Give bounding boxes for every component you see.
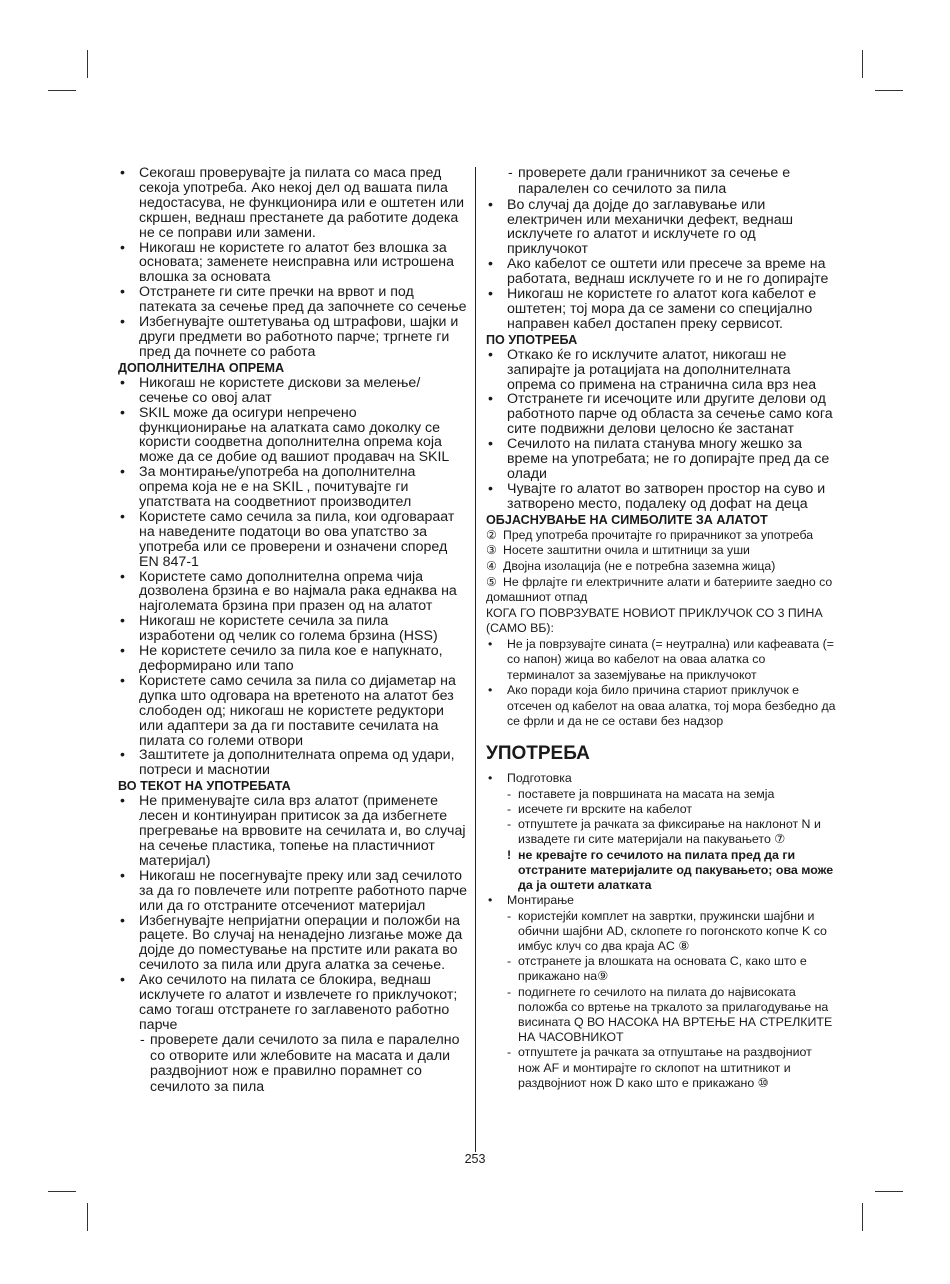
dash-marker: - <box>140 1031 145 1048</box>
circled-number-4-icon: ④ <box>486 558 497 573</box>
bullet-marker: • <box>488 196 493 213</box>
crop-mark-top-right-vertical <box>862 50 863 78</box>
bullet-list-faults <box>486 198 836 332</box>
sub-item: - подигнете го сечилото на пилата до највисоката положба со вртење на тркалото за прилагодување на висината Q ВО НАСОКА НА ВРТЕЊЕ НА СТРЕЛКИТЕ НА ЧАСОВНИКОТ <box>507 984 833 1045</box>
list-item: • Ако сечилото на пилата се блокира, веднаш исклучете го алатот и извлечете го приклучокот; само тогаш отстранете го заглавеното работно парче <box>120 972 458 1033</box>
list-item: • Избегнувајте оштетувања од штрафови, шајки и други предмети во работното парче; тргнете ги пред да почнете со работа <box>120 314 459 360</box>
list-item: • Никогаш не посегнувајте преку или зад сечилото за да го повлечете или потрепте работното парче или да го отстраните отсечениот материјал <box>120 867 468 914</box>
crop-mark-bottom-left-horizontal <box>48 1191 76 1192</box>
dash-item: - проверете дали сечилото за пила е паралелно со отворите или жлебовите на масата и дали раздвојниот нож е правилно порамнет со сечилото за пила <box>140 1031 460 1096</box>
dash-marker: - <box>507 984 512 999</box>
list-item: • Заштитете ја дополнителната опрема од удари, потреси и маснотии <box>120 747 455 779</box>
bullet-marker: • <box>120 374 125 391</box>
sub-item: - поставете ја површината на масата на земја <box>507 786 775 801</box>
list-item: • Никогаш не користете сечила за пила изработени од челик со голема брзина (HSS) <box>120 613 438 645</box>
bullet-marker: • <box>120 165 125 181</box>
list-item: • Отстранете ги сите пречки на врвот и под патеката за сечење пред да започнете со сечење <box>120 284 467 316</box>
list-item: • Откако ќе го исклучите алатот, никогаш не запирајте ја ротацијата на дополнителната опрема со примена на странична сила врз неа <box>488 346 817 393</box>
bullet-marker: • <box>488 256 493 273</box>
bullet-marker: • <box>120 972 125 989</box>
list-item: • Чувајте го алатот во затворен простор на суво и затворено место, подалеку од дофат на деца <box>488 480 826 512</box>
prep-label: • Подготовка <box>488 771 572 786</box>
list-item: • Не користете сечило за пила кое е напукнато, деформирано или тапо <box>120 643 443 674</box>
sub-item: - отпуштете ја рачката за отпуштање на раздвојниот нож AF и монтирајте го склопот на штитникот и раздвојниот нож D како што е прикажано ⑩ <box>507 1045 812 1090</box>
bullet-marker: • <box>488 771 493 786</box>
symbol-item: ⑤ Не фрлајте ги електричните алати и батериите заедно со домашниот отпад <box>486 574 833 605</box>
dash-marker: - <box>507 817 512 832</box>
bullet-list-plug <box>486 637 836 729</box>
bullet-marker: • <box>120 912 125 929</box>
crop-mark-bottom-right-vertical <box>862 1203 863 1231</box>
crop-mark-top-left-horizontal <box>48 90 76 91</box>
list-item: • Избегнувајте непријатни операции и положби на рацете. Во случај на ненадејно лизгање може да дојде до поместување на прстите или раката во сечилото за пила или друга алатка за сечење. <box>120 912 463 974</box>
dash-marker: - <box>508 165 513 181</box>
column-divider <box>475 167 476 1152</box>
dash-marker: - <box>507 801 512 816</box>
bullet-marker: • <box>120 747 125 764</box>
bullet-marker: • <box>488 683 493 698</box>
list-item: • Никогаш не користете го алатот без влошка за основата; заменете неисправна или истрошена влошка за основата <box>120 239 455 286</box>
dash-marker: - <box>507 954 512 969</box>
list-item: • За монтирање/употреба на дополнителна опрема која не е на SKIL , почитувајте ги упатствата на соодветниот производител <box>120 464 416 511</box>
right-column <box>486 166 836 1091</box>
mount-label: • Монтирање <box>488 893 575 908</box>
dash-item: - проверете дали граничникот за сечење е паралелен со сечилото за пила <box>508 165 791 197</box>
bullet-marker: • <box>120 793 125 810</box>
bullet-marker: • <box>120 284 125 301</box>
bullet-marker: • <box>120 672 125 689</box>
dash-marker: - <box>507 1045 512 1060</box>
page-number: 253 <box>464 1152 486 1166</box>
sub-item: - користејќи комплет на завртки, пружински шајбни и обични шајбни AD, склопете го погонското копче K со имбус клуч со два краја AC ⑧ <box>507 908 827 953</box>
list-item: • Ако поради која било причина стариот приклучок е отсечен од кабелот на оваа алатка, тој мора безбедно да се фрли и да не се остави без надзор <box>488 683 836 728</box>
bullet-marker: • <box>120 314 125 331</box>
crop-mark-bottom-right-horizontal <box>875 1191 903 1192</box>
crop-mark-top-right-horizontal <box>875 90 903 91</box>
list-item: • Никогаш не користете дискови за мелење/сечење со овој алат <box>120 374 421 406</box>
bullet-marker: • <box>488 480 493 497</box>
list-item: • Сечилото на пилата станува многу жешко за време на употребата; не го допирајте пред да се олади <box>488 436 830 482</box>
dash-marker: - <box>507 786 512 801</box>
bullet-list-accessories <box>118 376 468 778</box>
left-column <box>118 166 468 1096</box>
bullet-marker: • <box>488 893 493 908</box>
sub-item: - отпуштете ја рачката за фиксирање на наклонот N и извадете ги сите материјали на пакувањето ⑦ <box>507 817 821 847</box>
sub-item: - отстранете ја влошката на основата C, како што е прикажано на⑨ <box>507 954 807 984</box>
symbol-list <box>486 528 836 606</box>
bullet-list-general <box>118 166 468 360</box>
bullet-marker: • <box>120 464 125 481</box>
bullet-marker: • <box>120 867 125 884</box>
bullet-marker: • <box>120 568 125 585</box>
warning-note: ! не кревајте го сечилото на пилата пред да ги отстраните материјалите од пакувањето; ова може да ја оштети алатката <box>507 847 834 892</box>
list-item: • Отстранете ги исечоците или другите делови од работното парче од областа за сечење само кога сите подвижни делови целосно ќе застанат <box>488 391 833 438</box>
bullet-marker: • <box>488 391 493 408</box>
symbol-item: ② Пред употреба прочитајте го прирачникот за употреба <box>486 527 814 542</box>
section-heading-after-use: ПО УПОТРЕБА <box>486 332 578 347</box>
circled-number-2-icon: ② <box>486 527 497 542</box>
bullet-marker: • <box>120 239 125 256</box>
list-item: • Не применувајте сила врз алатот (применете лесен и континуиран притисок за да избегнете прегревање на врвовите на сечилата и, во случај на сечење пластика, топење на пластичниот материјал) <box>120 793 466 869</box>
list-item: • Користете само дополнителна опрема чија дозволена брзина е во најмала рака еднаква на најголемата брзина при празен од на алатот <box>120 568 457 615</box>
bullet-marker: • <box>120 508 125 525</box>
list-item: • Ако кабелот се оштети или пресече за време на работата, веднаш исклучете го и не го допирајте <box>488 256 829 288</box>
section-heading-symbols: ОБЈАСНУВАЊЕ НА СИМБОЛИТЕ ЗА АЛАТОТ <box>486 512 768 527</box>
dash-marker: - <box>507 908 512 923</box>
bullet-marker: • <box>120 613 125 630</box>
bullet-list-during-use <box>118 794 468 1096</box>
symbol-item: ③ Носете заштитни очила и штитници за уши <box>486 543 750 558</box>
list-item: • Секогаш проверувајте ја пилата со маса пред секоја употреба. Ако некој дел од вашата пила недостасува, не функционира или е оштетен или скршен, веднаш престанете да работите додека не се поправи или замени. <box>120 165 465 241</box>
usage-title: УПОТРЕБА <box>486 743 590 765</box>
bullet-marker: • <box>488 346 493 363</box>
bullet-marker: • <box>488 636 493 651</box>
crop-mark-top-left-vertical <box>87 50 88 78</box>
bullet-marker: • <box>488 286 493 303</box>
section-heading-accessories: ДОПОЛНИТЕЛНА ОПРЕМА <box>118 360 285 375</box>
bullet-marker: • <box>120 404 125 421</box>
bullet-list-after-use <box>486 348 836 512</box>
circled-number-3-icon: ③ <box>486 543 497 558</box>
circled-number-5-icon: ⑤ <box>486 574 497 589</box>
list-item: • Никогаш не користете го алатот кога кабелот е оштетен; тој мора да се замени со специјално направен кабел достапен преку сервисот. <box>488 286 817 332</box>
exclamation-icon: ! <box>507 847 512 862</box>
symbol-item: ④ Двојна изолација (не е потребна заземна жица) <box>486 558 776 573</box>
crop-mark-bottom-left-vertical <box>87 1203 88 1231</box>
bullet-marker: • <box>120 643 125 660</box>
list-item: • Користете само сечила за пила, кои одговараат на наведените податоци во ова упатство за употреба или се проверени и означени според EN 847-1 <box>120 508 455 570</box>
list-item: • SKIL може да осигури непречено функционирање на алатката само доколку се користи соодветна дополнителна опрема која може да се добие од вашиот продавач на SKIL <box>120 404 450 466</box>
plug-heading: КОГА ГО ПОВРЗУВАТЕ НОВИОТ ПРИКЛУЧОК СО 3 ПИНА (САМО ВБ): <box>486 605 823 636</box>
sub-item: - исечете ги врските на кабелот <box>507 801 693 816</box>
list-item: • Во случај да дојде до заглавување или електричен или механички дефект, веднаш исклучете го алатот и исклучете го од приклучокот <box>488 196 794 258</box>
list-item: • Не ја поврзувајте сината (= неутрална) или кафеавата (= со напон) жица во кабелот на оваа алатка со терминалот за заземјување на приклучокот <box>488 636 834 682</box>
list-item: • Користете само сечила за пила со дијаметар на дупка што одговара на вретеното на алатот без слободен од; никогаш не користете редуктори или адаптери за да ги поставите сечилата на пилата со големи отвори <box>120 672 456 749</box>
bullet-marker: • <box>488 436 493 453</box>
section-heading-during-use: ВО ТЕКОТ НА УПОТРЕБАТА <box>118 779 291 794</box>
